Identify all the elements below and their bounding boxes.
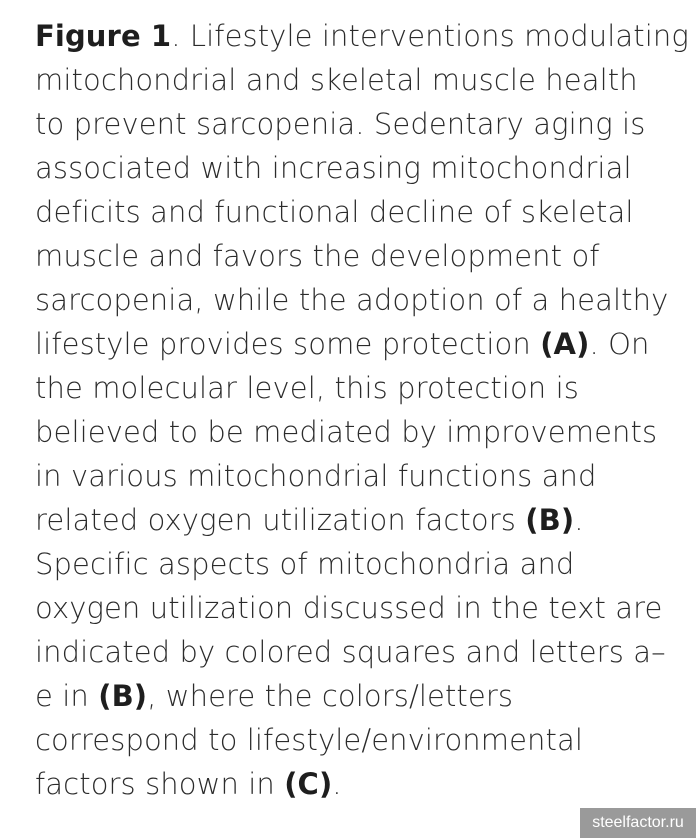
- figure-label: Figure 1: [35, 19, 172, 53]
- caption-line: [35, 14, 689, 58]
- caption-line: the molecular level, this protection is: [35, 371, 579, 405]
- caption-text: .: [332, 767, 342, 801]
- caption-line: sarcopenia, while the adoption of a healthy: [35, 283, 669, 317]
- caption-text: factors shown in: [35, 767, 285, 801]
- caption-line: believed to be mediated by improvements: [35, 415, 658, 449]
- caption-text: lifestyle provides some protection: [35, 327, 541, 361]
- caption-line: [35, 674, 685, 718]
- caption-text: . Lifestyle interventions modulating: [171, 19, 689, 53]
- caption-line: mitochondrial and skeletal muscle health: [35, 63, 638, 97]
- panel-ref-b: (B): [98, 679, 148, 713]
- caption-line: in various mitochondrial functions and: [35, 459, 597, 493]
- caption-text: related oxygen utilization factors: [35, 503, 526, 537]
- caption-line: muscle and favors the development of: [35, 239, 600, 273]
- caption-line: [35, 762, 685, 806]
- caption-text: . On: [589, 327, 650, 361]
- panel-ref-c: (C): [284, 767, 333, 801]
- panel-ref-b: (B): [525, 503, 575, 537]
- caption-line: correspond to lifestyle/environmental: [35, 723, 584, 757]
- caption-text: e in: [35, 679, 99, 713]
- caption-line: to prevent sarcopenia. Sedentary aging is: [35, 107, 646, 141]
- caption-line: oxygen utilization discussed in the text are: [35, 591, 663, 625]
- figure-caption: [35, 14, 689, 806]
- caption-text: .: [574, 503, 584, 537]
- caption-line: associated with increasing mitochondrial: [35, 151, 632, 185]
- caption-line: [35, 322, 685, 366]
- caption-line: indicated by colored squares and letters a–: [35, 635, 666, 669]
- panel-ref-a: (A): [540, 327, 590, 361]
- watermark: steelfactor.ru: [580, 808, 696, 838]
- caption-line: [35, 498, 685, 542]
- caption-text: , where the colors/letters: [147, 679, 514, 713]
- caption-line: Specific aspects of mitochondria and: [35, 547, 575, 581]
- caption-line: deficits and functional decline of skeletal: [35, 195, 634, 229]
